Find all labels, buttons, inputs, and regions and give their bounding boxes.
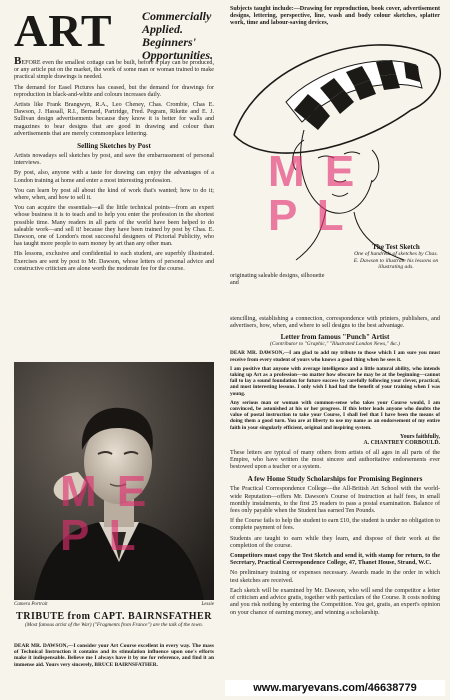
watermark-line: M E xyxy=(60,467,151,516)
letter-subheading: (Contributor to "Graphic," "Illustrated London News," &c.) xyxy=(270,341,400,348)
left-column xyxy=(14,6,214,276)
scholarship-paragraph: Competitors must copy the Test Sketch and send it, with stamp for return, to the Secretary, Practical Correspondence College, 47, Thanet House, Strand, W.C. xyxy=(230,553,440,567)
page-title: ART xyxy=(14,5,113,56)
stencil-paragraph: stencilling, establishing a connection, correspondence with printers, publishers, and advertisers, how, when, and where to sell designs to the best advantage. xyxy=(230,316,440,330)
right-column-body xyxy=(230,316,440,620)
subtitle-line-3: Opportunities. xyxy=(142,48,214,62)
letter-close: Yours faithfully, xyxy=(400,433,440,440)
tribute-quote: (Most famous artist of the War) ("Fragments from France") are the talk of the town. xyxy=(25,622,203,628)
scholarship-paragraph: Students are taught to earn while they learn, and dispose of their work at the completion of the course. xyxy=(230,535,440,549)
paragraph: You can learn by post all about the kind of work that's wanted; how to do it; where, when, and how to sell it. xyxy=(14,187,214,202)
scholarship-paragraph: The Practical Correspondence College—the All-British Art School with the world-wide Reputation—offers Mr. Dawson's Course of Instruction at half fees, in small monthly instalments, to the first 25 readers to pass a postal examination. Balance of fees only payable when the Student has earned Ten Pounds. xyxy=(230,486,440,515)
punch-letter xyxy=(230,350,440,430)
letter-paragraph: I am positive that anyone with average intelligence and a little natural ability, who intends taking up Art as a profession—no matter how obscure he may be at the beginning—cannot fail to lay a sound foundation for future success by carefully following your clever, practical, and most interesting lessons. I only wish I had had the benefit of your training when I was young. xyxy=(230,365,440,397)
watermark-top xyxy=(268,147,359,240)
paragraph: The demand for Easel Pictures has ceased, but the demand for drawings for reproduction in black-and-white and colours increases daily. xyxy=(14,84,214,98)
intro-text: EFORE even the smallest cottage can be built, before a play can be produced, or any article put on the market, the work of some man or woman trained to make practical simple drawings is needed. xyxy=(14,60,214,81)
originating-paragraph: originating saleable designs, silhouette and xyxy=(230,273,325,286)
tribute-text: DEAR MR. DAWSON,—I consider your Art Course excellent in every way. The mass of Technical Instruction it contains and its stimulation influence upon one's efforts make it indispensable. Believe me I always have it by me for reference, and find it an immense aid. Yours very sincerely, BRUCE BAIRNSFATHER. xyxy=(14,643,214,668)
testimonials-paragraph: These letters are typical of many others from artists of all ages in all parts of the Empire, who have written the most sincere and authoritative endorsements ever bestowed upon a teacher or a system. xyxy=(230,449,440,471)
subjects-paragraph: Subjects taught include:—Drawing for reproduction, book cover, advertisement designs, lettering, perspective, line, wash and body colour sketches, splatter work, time and labour-saving devices, xyxy=(230,6,440,27)
test-sketch-title: The Test Sketch xyxy=(372,243,420,251)
drop-cap: B xyxy=(14,55,22,67)
page-subtitle xyxy=(142,10,222,62)
tribute-letter xyxy=(14,643,214,671)
scholarship-paragraph: Each sketch will be examined by Mr. Dawson, who will send the competitor a letter of criticism and advice gratis, together with particulars of the Course. It costs nothing and you risk nothing by entering the Competition. You get, gratis, an expert's opinion on your chance of earning money, and winning a scholarship. xyxy=(230,587,440,616)
source-url-footer: www.maryevans.com/46638779 xyxy=(225,680,445,696)
letter-heading: Letter from famous "Punch" Artist xyxy=(280,333,390,342)
photo-caption-right: Lessie xyxy=(201,602,214,607)
scholarship-heading: A few Home Study Scholarships for Promising Beginners xyxy=(247,475,423,484)
paragraph: His lessons, exclusive and confidential to each student, are superbly illustrated. Exercises are sent by post to Mr. Dawson, whose letters of personal advice and constructive criticism are alone worth the moderate fee for the course. xyxy=(14,251,214,272)
watermark-line: M E xyxy=(268,147,359,196)
scholarship-paragraph: No preliminary training or expenses necessary. Awards made in the order in which test sketches are received. xyxy=(230,570,440,584)
photo-caption-left: Camera Portrait xyxy=(14,602,48,607)
watermark-line: P L xyxy=(268,191,348,240)
photo-credit xyxy=(14,602,214,607)
test-sketch-description: One of hundreds of sketches by Chas. E. Dawson to illustrate his lessons on illustrating ads. xyxy=(353,251,439,270)
test-sketch-caption xyxy=(352,243,440,271)
paragraph: Artists like Frank Brangwyn, R.A., Leo Cheney, Chas. Crombie, Chas E. Dawson, J. Hassall, R.I., Bernard, Partridge, Fred. Pegram, Rikette and E. J. Sullivan design advertisements because they know it is better for walls and magazines to bear designs that are good in drawing and colour than advertisements that are merely commonplace lettering. xyxy=(14,102,214,137)
tribute-title: TRIBUTE from CAPT. BAIRNSFATHER xyxy=(16,611,212,622)
watermark-line: P L xyxy=(60,511,140,560)
right-column xyxy=(230,6,440,31)
paragraph: Artists nowadays sell sketches by post, and save the embarrassment of personal interviews. xyxy=(14,153,214,167)
paragraph: You can acquire the essentials—all the little technical points—from an expert whose business it is to teach and to help you enter the profession in the shortest possible time. Many readers in all parts of the world have been helped to do saleable work—and sell it! because they have been trained by post by Chas. E. Dawson, one of London's most successful designers of Pictorial Publicity, who has taught more people to earn money by art than any other man. xyxy=(14,205,214,248)
subtitle-line-2: Beginners' xyxy=(142,35,197,49)
paragraph: By post, also, anyone with a taste for drawing can enjoy the advantages of a London training at home and enter a most interesting profession. xyxy=(14,170,214,184)
originating-text xyxy=(230,273,330,290)
section-heading: Selling Sketches by Post xyxy=(77,142,151,151)
letter-paragraph: Any serious man or woman with common-sense who takes your Course would, I am convinced, be astonished at his or her progress. If this letter leads anyone who doubts the value of postal instruction to take your Course, I shall feel that I have been the means of doing them a good turn. You are at liberty to use my name as an endorsement of my entire faith in your singularly efficient, original and inspiring system. xyxy=(230,399,440,431)
scholarship-paragraph: If the Course fails to help the student to earn £10, the student is under no obligation to complete payment of fees. xyxy=(230,518,440,532)
subtitle-line-1: Commercially Applied. xyxy=(142,9,212,36)
letter-signoff xyxy=(230,434,440,446)
masthead xyxy=(14,5,214,62)
letter-paragraph: DEAR MR. DAWSON,—I am glad to add my tribute to those which I am sure you must receive from every student of yours who knows a good thing when he sees it. xyxy=(230,350,440,363)
watermark-bottom xyxy=(60,467,151,560)
letter-signature: A. CHANTREY CORBOULD. xyxy=(363,439,440,446)
tribute-heading-block xyxy=(14,611,214,628)
